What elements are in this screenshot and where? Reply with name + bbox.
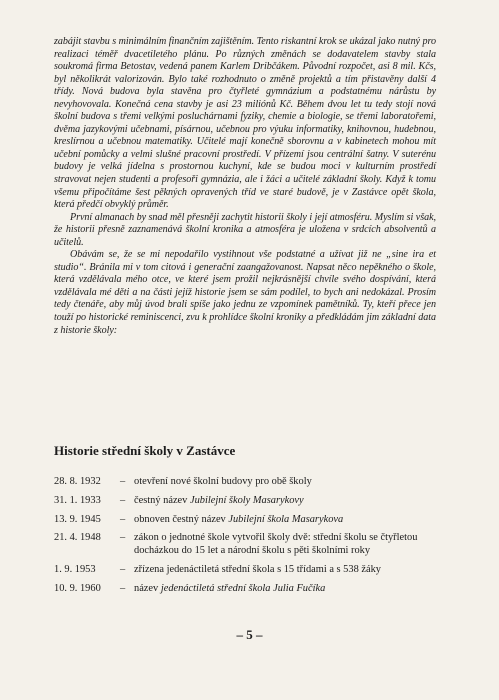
- timeline-date: 13. 9. 1945: [54, 513, 101, 525]
- timeline-row: [54, 564, 454, 577]
- section-heading: Historie střední školy v Zastávce: [54, 443, 236, 458]
- timeline-text-plain: zřízena jedenáctiletá střední škola s 15 třídami a s 538 žáky: [134, 563, 381, 575]
- timeline-date: 21. 4. 1948: [54, 532, 101, 544]
- timeline-text: [134, 564, 454, 577]
- timeline-dash: –: [120, 563, 126, 575]
- timeline-text: [134, 476, 454, 489]
- timeline-text-italic: Jubilejní škola Masarykova: [228, 513, 344, 525]
- history-timeline: [54, 476, 454, 602]
- timeline-text-plain: obnoven čestný název: [134, 513, 229, 525]
- timeline-date: 28. 8. 1932: [54, 476, 101, 487]
- timeline-text-plain: název: [134, 582, 161, 594]
- timeline-text: [134, 514, 454, 527]
- timeline-row: [54, 532, 454, 558]
- timeline-row: [54, 514, 454, 527]
- timeline-row: [54, 495, 454, 508]
- timeline-text: [134, 583, 454, 596]
- timeline-text-plain: otevření nové školní budovy pro obě školy: [134, 476, 312, 487]
- paragraph-2: První almanach by snad měl přesněji zachytit historii školy i její atmosféru. Myslím si však, že historii přesně zaznamenává školní kronika a atmosféra je uložena v srdcích absolventů a učitelů.: [54, 211, 436, 248]
- page-number: – 5 –: [236, 627, 263, 642]
- timeline-text: [134, 495, 454, 508]
- timeline-text-plain: čestný název: [134, 494, 190, 506]
- timeline-dash: –: [120, 582, 126, 594]
- body-text: [54, 36, 436, 337]
- timeline-row: [54, 583, 454, 596]
- paragraph-1: zabájit stavbu s minimálním finančním zajištěním. Tento riskantní krok se ukázal jako nutný pro realizaci téměř dvacetiletého plánu. Po různých změnách se dodavatelem stavby stala soukromá firma Betostav, vedená panem Karlem Dribčákem. Původní rozpočet, asi 8 mil. Kčs, byl několikrát valorizován. Bylo také rozhodnuto o změně projektů a tím přistavěny další 4 třídy. Nová budova byla stavěna pro čtyřleté gymnázium a podstatnému nárůstu by nevyhovovala. Konečná cena stavby je asi 23 miliónů Kč. Během dvou let tu tedy stojí nová školní budova s třemi velkými posluchárnami fyziky, chemie a biologie, se třemi laboratořemi, dvěma jazykovými učebnami, písárnou, učebnou pro výuku informatiky, knihovnou, hudebnou, kreslírnou a učebnou matematiky. Učitelé mají konečně sborovnu a v kabinetech mohou mít učební pomůcky a velmi slušné pracovní prostředí. V přízemí jsou centrální šatny. V suterénu budovy je velká jídelna s prostornou kuchyní, kde se budou moci v kulturním prostředí stravovat nejen studenti a profesoři gymnázia, ale i žáci a učitelé základní školy. Když k tomu všemu připočítáme šest pěkných opravených tříd ve staré budově, je v Zastávce opět škola, která předčí obvyklý průměr.: [54, 36, 436, 211]
- timeline-text: [134, 532, 454, 558]
- timeline-row: [54, 476, 454, 489]
- timeline-dash: –: [120, 476, 126, 487]
- timeline-text-plain: zákon o jednotné škole vytvořil školy dvě: střední školu se čtyřletou docházkou do 15 let a národní školu s pěti školními roky: [134, 532, 418, 557]
- timeline-dash: –: [120, 532, 126, 544]
- timeline-date: 31. 1. 1933: [54, 494, 101, 506]
- timeline-date: 10. 9. 1960: [54, 582, 101, 594]
- timeline-dash: –: [120, 513, 126, 525]
- timeline-text-italic: jedenáctiletá střední škola Julia Fučíka: [160, 582, 326, 594]
- timeline-dash: –: [120, 494, 126, 506]
- timeline-text-italic: Jubilejní školy Masarykovy: [189, 494, 304, 506]
- timeline-date: 1. 9. 1953: [54, 563, 96, 575]
- paragraph-3: Obávám se, že se mi nepodařilo vystihnout vše podstatné a užívat již ne „sine ira et studio“. Bránila mi v tom citová i generační zaangažovanost. Napsat něco nepěkného o škole, která vzdělávala mého otce, ve které jsem prožil nejkrásnější chvíle svého dospívání, která vzdělávala mé děti a na části jejíž historie jsem se sám podílel, to bych ani nedokázal. Prosím tedy čtenáře, aby můj úvod brali spíše jako jednu ze vzpomínek pamětníků. Ty, kteří přece jen touží po historické reminiscenci, zvu k prohlídce školní kroniky a předkládám jim základní data z historie školy:: [54, 249, 436, 336]
